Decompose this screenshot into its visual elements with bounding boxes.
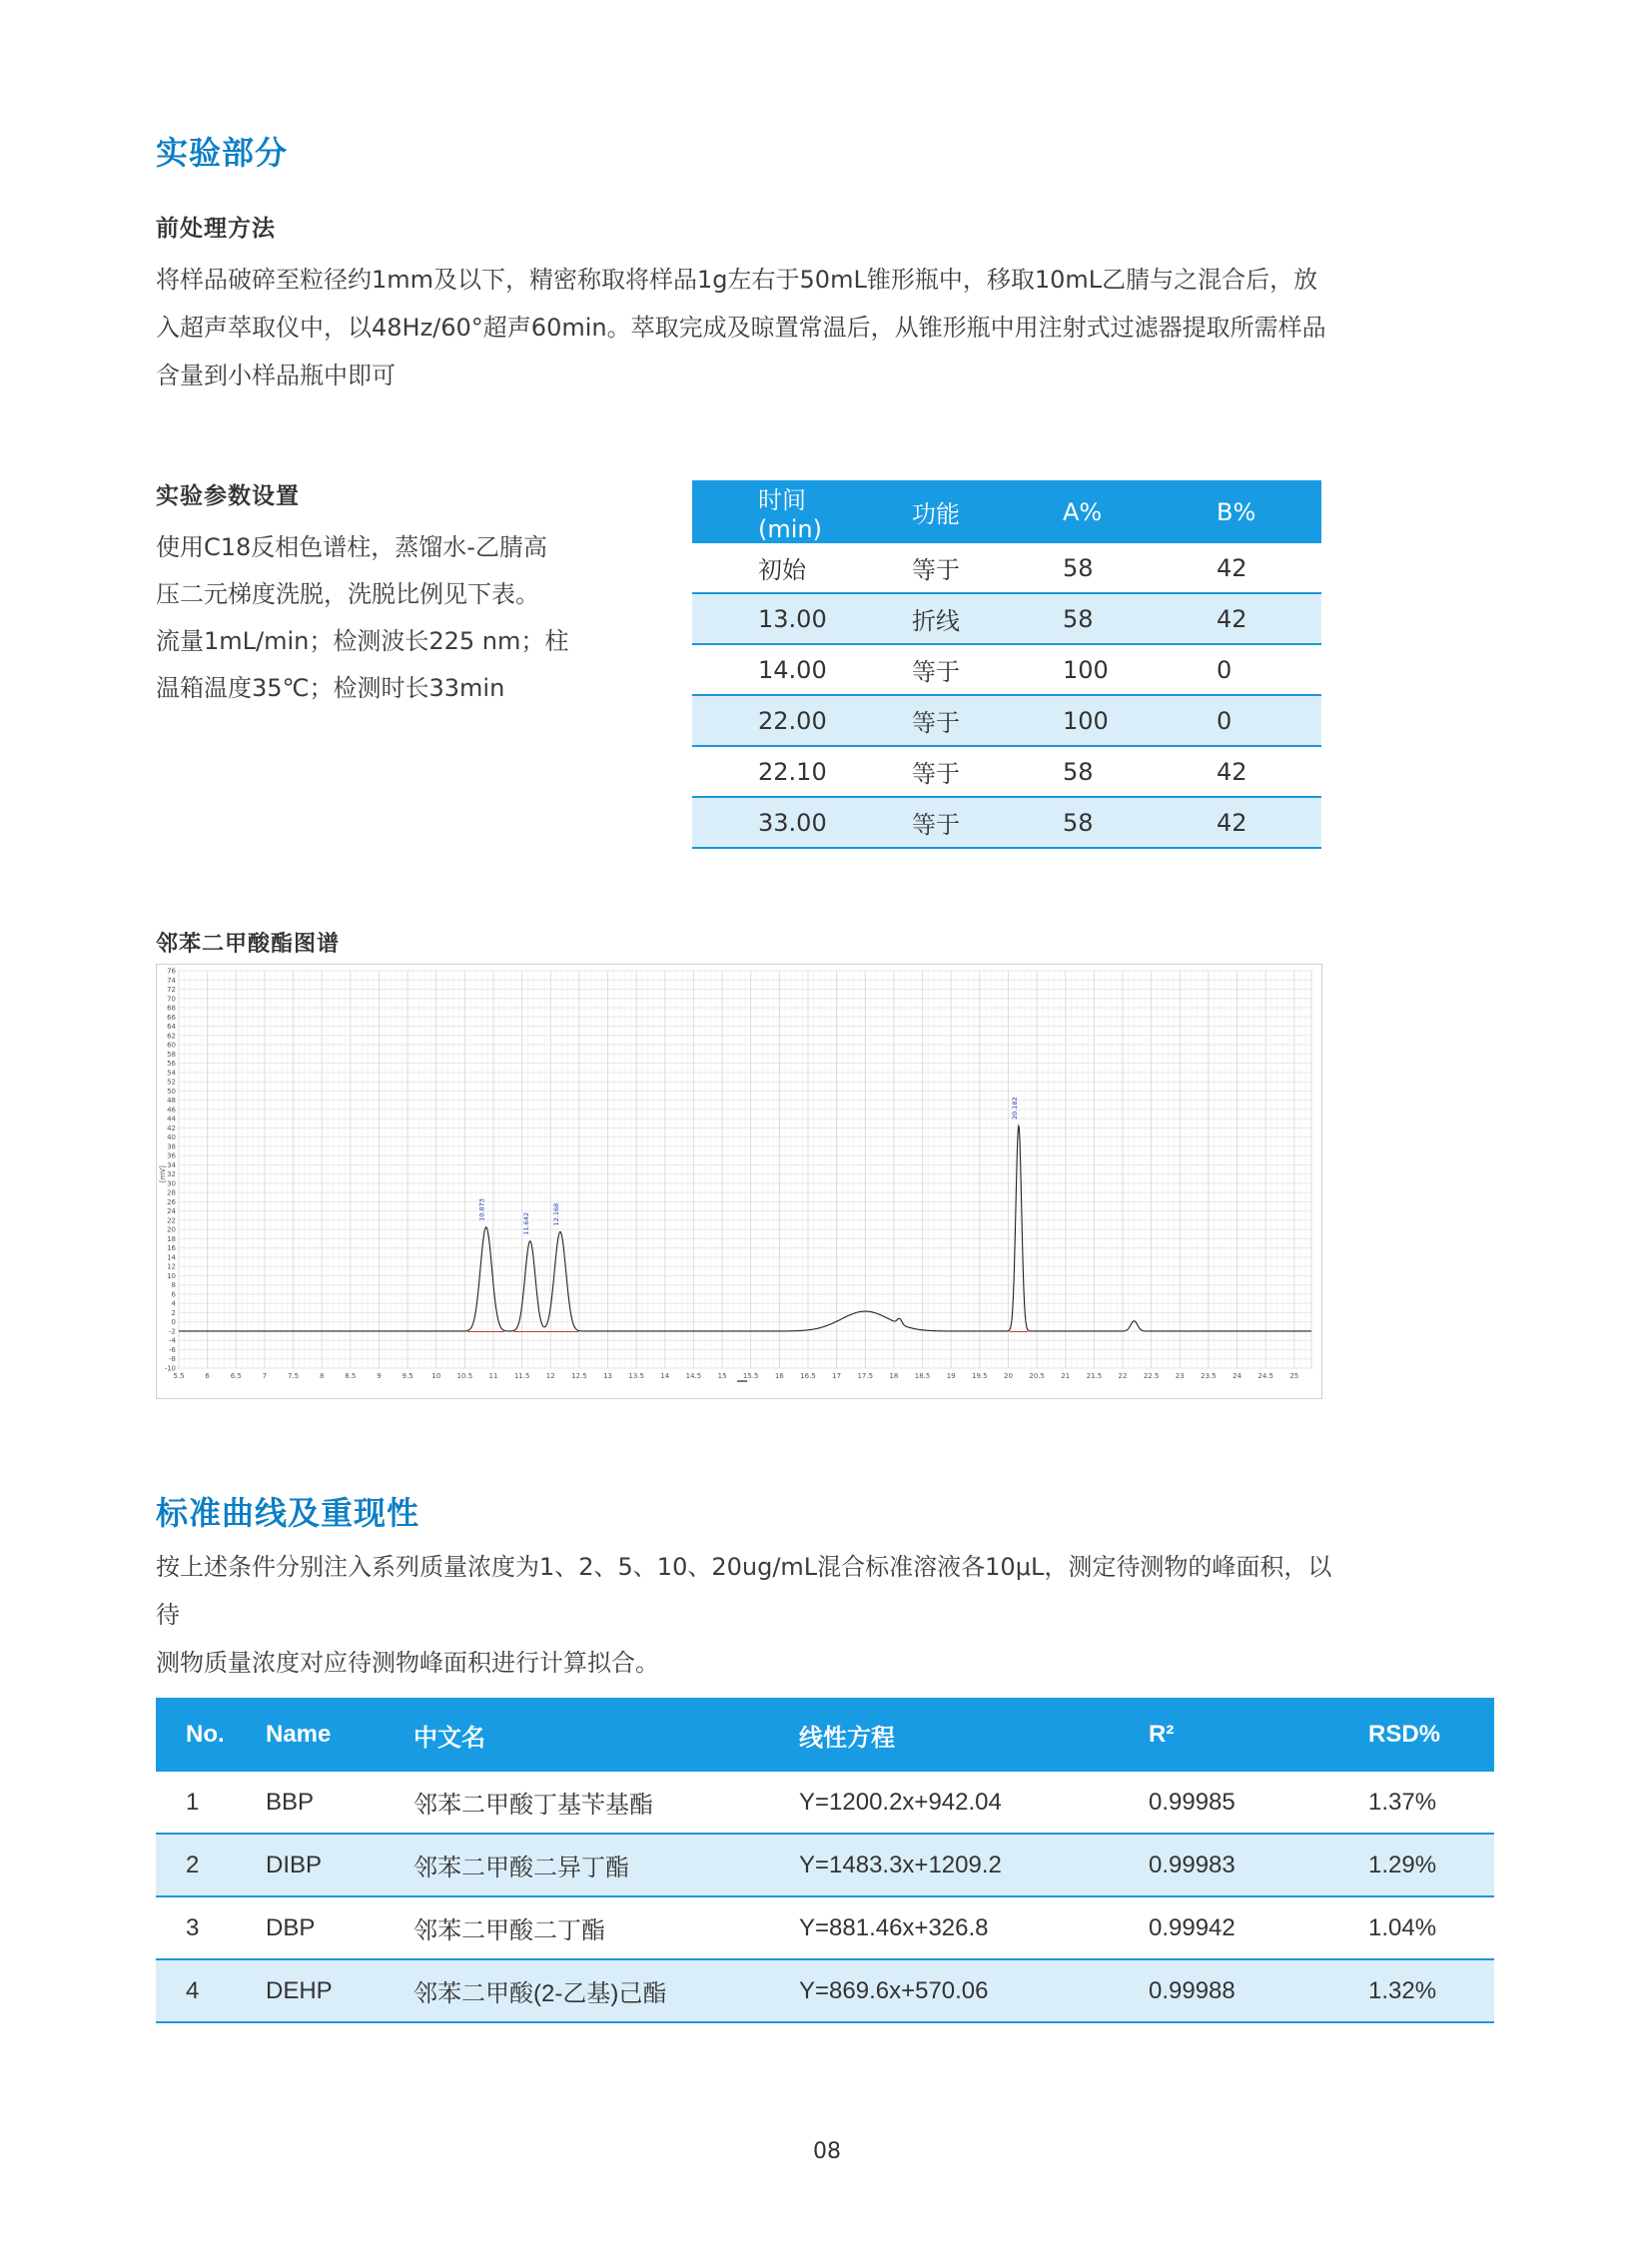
x-tick-label: 23	[1175, 1372, 1185, 1380]
gradient-header-cell: 功能	[846, 480, 997, 543]
section-title-standard-curve: 标准曲线及重现性	[156, 1494, 420, 1532]
standards-cell: 4	[156, 1959, 265, 2022]
x-tick-label: 25	[1289, 1372, 1299, 1380]
x-tick-label: 15	[717, 1372, 727, 1380]
x-tick-label: 24.5	[1257, 1372, 1273, 1380]
peak-label: 10.873	[477, 1198, 486, 1221]
chromatogram-chart	[157, 965, 1321, 1398]
x-tick-label: 18	[889, 1372, 899, 1380]
standards-cell: 0.99983	[1148, 1834, 1367, 1896]
gradient-table-row	[692, 746, 1321, 797]
gradient-table-row	[692, 593, 1321, 644]
x-tick-label: 8	[319, 1372, 325, 1380]
y-tick-label: 44	[167, 1115, 176, 1123]
parameters-heading: 实验参数设置	[156, 483, 300, 509]
x-tick-label: 10.5	[456, 1372, 473, 1380]
standards-cell: 0.99942	[1148, 1896, 1367, 1959]
standards-cell: 1.37%	[1367, 1772, 1494, 1834]
gradient-cell: 等于	[846, 797, 997, 848]
y-tick-label: 12	[167, 1262, 176, 1271]
gradient-table-header	[692, 480, 1321, 543]
x-tick-label: 16.5	[800, 1372, 816, 1380]
gradient-cell: 100	[997, 695, 1151, 746]
y-tick-label: 34	[167, 1160, 176, 1169]
y-tick-label: 52	[167, 1078, 176, 1087]
standards-cell: 0.99985	[1148, 1772, 1367, 1834]
x-tick-label: 14.5	[685, 1372, 702, 1380]
y-tick-label: 6	[171, 1290, 176, 1299]
y-tick-label: -10	[164, 1364, 176, 1373]
gradient-cell: 22.10	[692, 746, 846, 797]
y-tick-label: 26	[167, 1197, 176, 1206]
gradient-cell: 等于	[846, 543, 997, 593]
y-axis-label: [mV]	[159, 1165, 167, 1183]
peak-label: 11.642	[521, 1211, 530, 1235]
gradient-cell: 0	[1151, 644, 1321, 695]
standards-cell: 邻苯二甲酸丁基苄基酯	[413, 1772, 798, 1834]
x-tick-label: 6.5	[230, 1372, 242, 1380]
y-tick-label: 42	[167, 1123, 176, 1132]
standards-cell: 邻苯二甲酸二丁酯	[413, 1896, 798, 1959]
y-tick-label: 46	[167, 1106, 176, 1115]
gradient-header-cell: 时间(min)	[692, 480, 846, 543]
y-tick-label: 38	[167, 1142, 176, 1151]
y-tick-label: -4	[169, 1336, 176, 1345]
standards-cell: Y=1200.2x+942.04	[798, 1772, 1148, 1834]
y-tick-label: 24	[167, 1207, 176, 1216]
y-tick-label: 0	[171, 1318, 176, 1327]
gradient-cell: 初始	[692, 543, 846, 593]
standard-curve-line: 测物质量浓度对应待测物峰面积进行计算拟合。	[156, 1649, 659, 1677]
x-tick-label: 14	[660, 1372, 670, 1380]
pretreatment-line: 含量到小样品瓶中即可	[156, 362, 396, 389]
standards-header-cell: No.	[156, 1698, 265, 1772]
x-tick-label: 21	[1061, 1372, 1071, 1380]
y-tick-label: 50	[167, 1087, 176, 1096]
x-tick-label: 13.5	[628, 1372, 644, 1380]
y-tick-label: 72	[167, 986, 176, 995]
y-tick-label: -2	[169, 1327, 176, 1336]
gradient-cell: 42	[1151, 543, 1321, 593]
gradient-table-wrapper	[692, 480, 1321, 849]
parameters-line: 压二元梯度洗脱，洗脱比例见下表。	[156, 580, 539, 608]
y-tick-label: 36	[167, 1151, 176, 1160]
x-tick-label: 17.5	[857, 1372, 874, 1380]
y-tick-label: 8	[171, 1281, 176, 1290]
y-tick-label: 64	[167, 1023, 176, 1032]
x-tick-label: 7.5	[287, 1372, 300, 1380]
gradient-cell: 13.00	[692, 593, 846, 644]
x-tick-label: 9	[377, 1372, 382, 1380]
y-tick-label: 10	[167, 1271, 176, 1280]
gradient-cell: 14.00	[692, 644, 846, 695]
standards-cell: 邻苯二甲酸(2-乙基)己酯	[413, 1959, 798, 2022]
x-tick-label: 23.5	[1201, 1372, 1217, 1380]
gradient-header-cell: A%	[997, 480, 1151, 543]
x-tick-label: 8.5	[345, 1372, 357, 1380]
x-tick-label: 18.5	[914, 1372, 931, 1380]
standards-cell: 1.04%	[1367, 1896, 1494, 1959]
gradient-cell: 折线	[846, 593, 997, 644]
x-tick-label: 11.5	[513, 1372, 530, 1380]
standards-table	[156, 1698, 1494, 2023]
gradient-cell: 42	[1151, 593, 1321, 644]
gradient-table	[692, 480, 1321, 849]
x-tick-label: 22.5	[1143, 1372, 1160, 1380]
peak-label: 20.182	[1010, 1097, 1019, 1121]
y-tick-label: 22	[167, 1216, 176, 1225]
standards-cell: BBP	[265, 1772, 413, 1834]
y-tick-label: 2	[171, 1308, 176, 1317]
standards-table-header	[156, 1698, 1494, 1772]
y-tick-label: 14	[167, 1253, 176, 1262]
standards-cell: 3	[156, 1896, 265, 1959]
x-tick-label: 7	[262, 1372, 268, 1380]
parameters-paragraph	[156, 524, 595, 712]
parameters-line: 使用C18反相色谱柱，蒸馏水-乙腈高	[156, 533, 547, 561]
y-tick-label: 32	[167, 1170, 176, 1179]
gradient-cell: 等于	[846, 644, 997, 695]
y-tick-label: 58	[167, 1050, 176, 1059]
pretreatment-paragraph	[156, 256, 1354, 399]
y-tick-label: 62	[167, 1032, 176, 1041]
standards-cell: 1.29%	[1367, 1834, 1494, 1896]
x-tick-label: 17	[832, 1372, 842, 1380]
gradient-table-row	[692, 797, 1321, 848]
gradient-cell: 0	[1151, 695, 1321, 746]
x-tick-label: 16	[774, 1372, 784, 1380]
standards-table-row	[156, 1834, 1494, 1896]
y-tick-label: 48	[167, 1097, 176, 1106]
y-tick-label: 4	[171, 1299, 176, 1308]
y-tick-label: 68	[167, 1004, 176, 1013]
standards-cell: 邻苯二甲酸二异丁酯	[413, 1834, 798, 1896]
standards-cell: Y=1483.3x+1209.2	[798, 1834, 1148, 1896]
standards-cell: Y=869.6x+570.06	[798, 1959, 1148, 2022]
x-tick-label: 19	[946, 1372, 956, 1380]
x-tick-label: 20	[1003, 1372, 1013, 1380]
y-tick-label: 16	[167, 1244, 176, 1253]
standards-header-cell: Name	[265, 1698, 413, 1772]
gradient-cell: 58	[997, 543, 1151, 593]
x-tick-label: 10	[431, 1372, 441, 1380]
standards-header-cell: R²	[1148, 1698, 1367, 1772]
gradient-cell: 33.00	[692, 797, 846, 848]
standards-cell: 1.32%	[1367, 1959, 1494, 2022]
x-axis-unit-marker	[737, 1380, 747, 1382]
standards-table-row	[156, 1896, 1494, 1959]
x-tick-label: 5.5	[173, 1372, 185, 1380]
standards-cell: Y=881.46x+326.8	[798, 1896, 1148, 1959]
y-tick-label: -6	[169, 1345, 176, 1354]
standards-table-row	[156, 1959, 1494, 2022]
gradient-cell: 58	[997, 797, 1151, 848]
standards-header-cell: 中文名	[413, 1698, 798, 1772]
standards-header-cell: RSD%	[1367, 1698, 1494, 1772]
x-tick-label: 19.5	[972, 1372, 988, 1380]
parameters-line: 流量1mL/min；检测波长225 nm；柱	[156, 627, 569, 655]
standards-cell: DEHP	[265, 1959, 413, 2022]
parameters-line: 温箱温度35℃；检测时长33min	[156, 674, 505, 702]
standards-table-row	[156, 1772, 1494, 1834]
gradient-table-row	[692, 644, 1321, 695]
x-tick-label: 21.5	[1086, 1372, 1103, 1380]
x-tick-label: 6	[205, 1372, 210, 1380]
chromatogram-title: 邻苯二甲酸酯图谱	[156, 932, 341, 957]
x-tick-label: 24	[1233, 1372, 1242, 1380]
x-tick-label: 12.5	[571, 1372, 587, 1380]
standards-cell: DIBP	[265, 1834, 413, 1896]
gradient-cell: 58	[997, 593, 1151, 644]
chromatogram-frame	[156, 964, 1322, 1399]
gradient-table-row	[692, 695, 1321, 746]
y-tick-label: 66	[167, 1013, 176, 1022]
gradient-header-cell: B%	[1151, 480, 1321, 543]
gradient-cell: 42	[1151, 797, 1321, 848]
section-title-experimental: 实验部分	[156, 134, 289, 172]
standard-curve-line: 按上述条件分别注入系列质量浓度为1、2、5、10、20ug/mL混合标准溶液各10μL，测定待测物的峰面积，以待	[156, 1553, 1332, 1629]
gradient-cell: 42	[1151, 746, 1321, 797]
x-tick-label: 11	[488, 1372, 498, 1380]
x-tick-label: 13	[603, 1372, 613, 1380]
x-tick-label: 12	[545, 1372, 555, 1380]
y-tick-label: 18	[167, 1234, 176, 1243]
pretreatment-heading: 前处理方法	[156, 216, 276, 242]
x-tick-label: 20.5	[1029, 1372, 1045, 1380]
standards-table-wrapper	[156, 1698, 1494, 2023]
gradient-cell: 100	[997, 644, 1151, 695]
gradient-cell: 等于	[846, 695, 997, 746]
y-tick-label: 74	[167, 976, 176, 985]
peak-label: 12.168	[551, 1202, 560, 1226]
y-tick-label: 30	[167, 1179, 176, 1188]
page-number: 08	[813, 2139, 841, 2164]
y-tick-label: 76	[167, 967, 176, 976]
standards-header-cell: 线性方程	[798, 1698, 1148, 1772]
pretreatment-line: 入超声萃取仪中，以48Hz/60°超声60min。萃取完成及晾置常温后，从锥形瓶中用注射式过滤器提取所需样品	[156, 314, 1326, 342]
x-tick-label: 22	[1118, 1372, 1128, 1380]
y-tick-label: 20	[167, 1225, 176, 1234]
gradient-cell: 58	[997, 746, 1151, 797]
gradient-cell: 等于	[846, 746, 997, 797]
y-tick-label: 40	[167, 1133, 176, 1142]
y-tick-label: 28	[167, 1188, 176, 1197]
standards-cell: 1	[156, 1772, 265, 1834]
x-tick-label: 15.5	[742, 1372, 759, 1380]
gradient-cell: 22.00	[692, 695, 846, 746]
standards-cell: 0.99988	[1148, 1959, 1367, 2022]
y-tick-label: 56	[167, 1060, 176, 1069]
y-tick-label: 54	[167, 1069, 176, 1078]
y-tick-label: 70	[167, 995, 176, 1004]
y-tick-label: -8	[169, 1355, 176, 1364]
pretreatment-line: 将样品破碎至粒径约1mm及以下，精密称取将样品1g左右于50mL锥形瓶中，移取10mL乙腈与之混合后，放	[156, 266, 1318, 294]
standards-cell: 2	[156, 1834, 265, 1896]
gradient-table-row	[692, 543, 1321, 593]
y-tick-label: 60	[167, 1041, 176, 1050]
x-tick-label: 9.5	[402, 1372, 413, 1380]
standard-curve-paragraph	[156, 1543, 1354, 1687]
standards-cell: DBP	[265, 1896, 413, 1959]
